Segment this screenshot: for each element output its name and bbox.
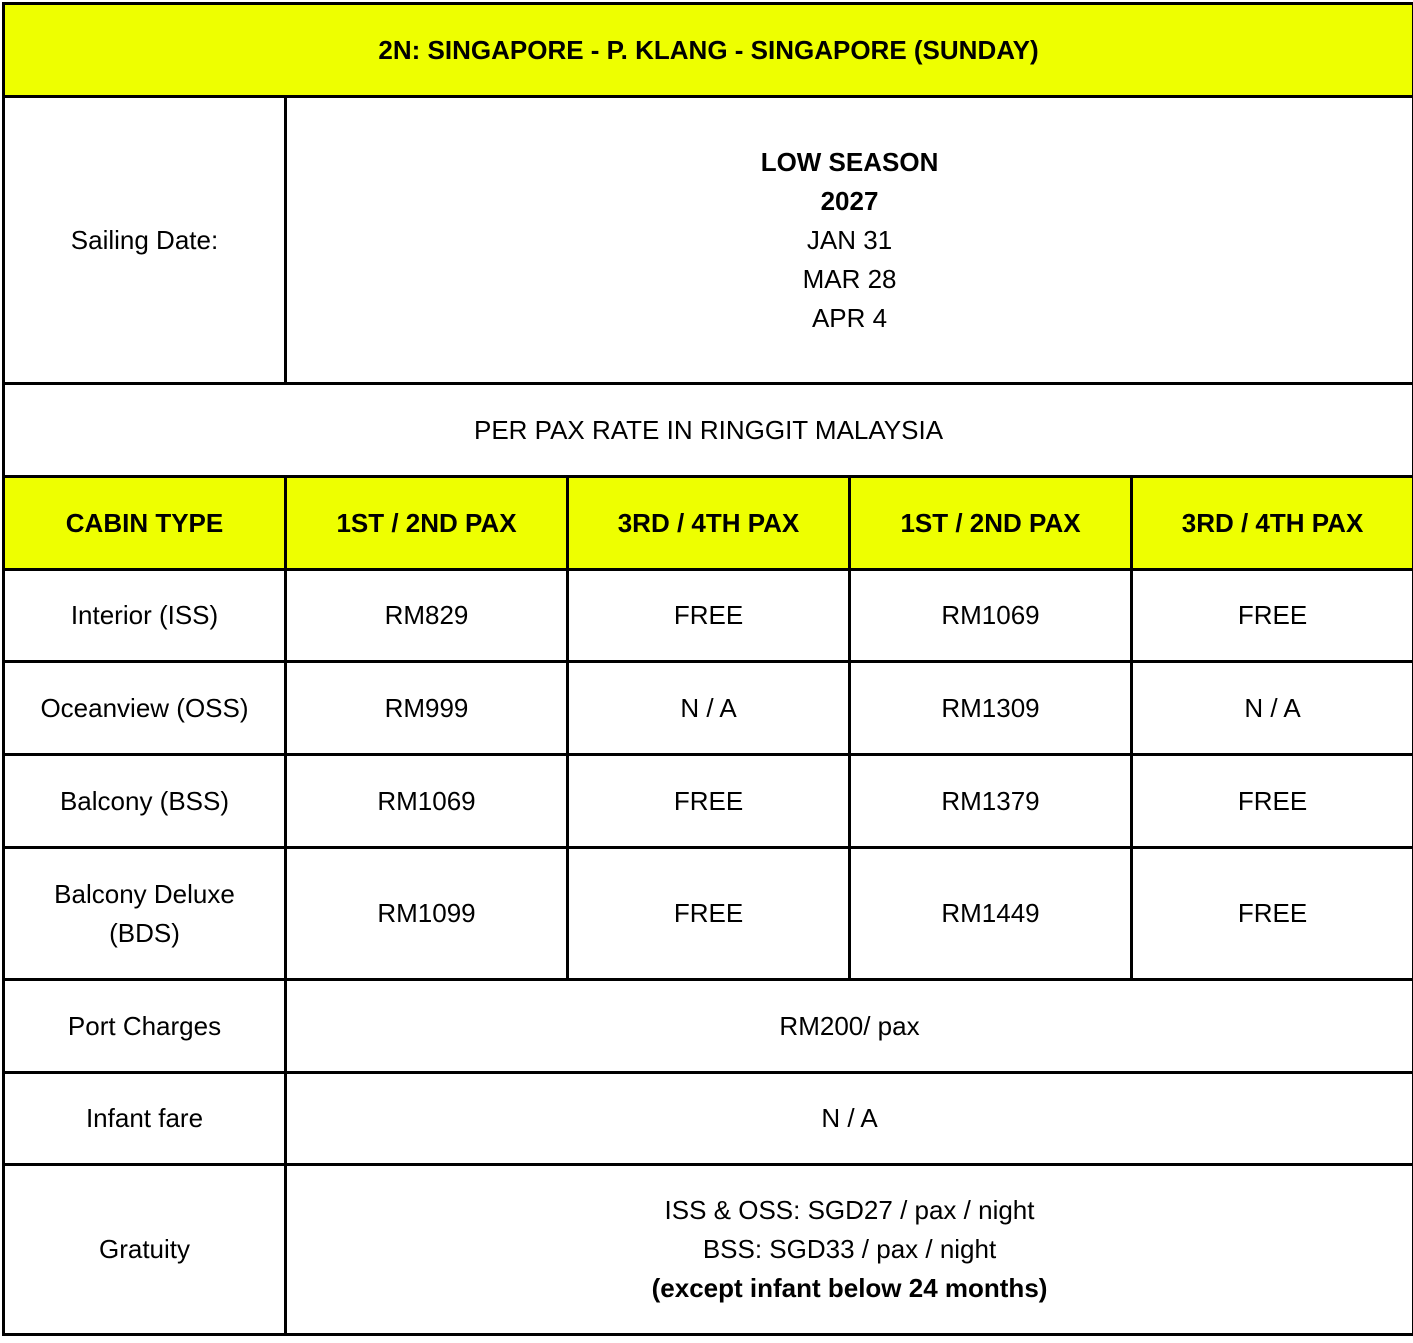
gratuity-cell [286, 1165, 1413, 1335]
sailing-date: JAN 31 [806, 224, 893, 255]
cabin-name-line: Balcony Deluxe [54, 878, 235, 909]
rate-cell: N / A [568, 662, 850, 755]
cabin-name [4, 848, 286, 980]
header-pax-1-2: 1ST / 2ND PAX [850, 477, 1132, 570]
rate-cell: FREE [1132, 755, 1413, 848]
rate-cell: FREE [568, 755, 850, 848]
season-label: LOW SEASON [760, 146, 939, 177]
gratuity-label: Gratuity [4, 1165, 286, 1335]
table-row [4, 570, 1413, 662]
infant-fare-label: Infant fare [4, 1073, 286, 1165]
gratuity-line: BSS: SGD33 / pax / night [702, 1234, 997, 1264]
header-pax-1-2: 1ST / 2ND PAX [286, 477, 568, 570]
port-charges-row [4, 980, 1413, 1073]
rate-cell: FREE [568, 848, 850, 980]
rate-note-row [4, 384, 1413, 477]
sailing-date-label: Sailing Date: [4, 97, 286, 384]
rate-note: PER PAX RATE IN RINGGIT MALAYSIA [4, 384, 1413, 477]
rate-cell: RM829 [286, 570, 568, 662]
rate-cell: FREE [568, 570, 850, 662]
sailing-date-row [4, 97, 1413, 384]
gratuity-row [4, 1165, 1413, 1335]
table-row [4, 755, 1413, 848]
header-pax-3-4: 3RD / 4TH PAX [568, 477, 850, 570]
gratuity-note: (except infant below 24 months) [651, 1273, 1048, 1303]
cabin-name: Balcony (BSS) [4, 755, 286, 848]
table-row [4, 848, 1413, 980]
cabin-name-line: (BDS) [109, 917, 180, 948]
cabin-name: Interior (ISS) [4, 570, 286, 662]
rate-cell: RM1309 [850, 662, 1132, 755]
season-year: 2027 [820, 185, 879, 216]
cabin-name: Oceanview (OSS) [4, 662, 286, 755]
rate-cell: FREE [1132, 570, 1413, 662]
table-row [4, 662, 1413, 755]
rate-cell: FREE [1132, 848, 1413, 980]
rate-cell: N / A [1132, 662, 1413, 755]
infant-fare-value: N / A [286, 1073, 1413, 1165]
rate-cell: RM1379 [850, 755, 1132, 848]
itinerary-title: 2N: SINGAPORE - P. KLANG - SINGAPORE (SUNDAY) [4, 4, 1413, 97]
rate-cell: RM999 [286, 662, 568, 755]
header-row [4, 477, 1413, 570]
infant-fare-row [4, 1073, 1413, 1165]
title-row [4, 4, 1413, 97]
port-charges-value: RM200/ pax [286, 980, 1413, 1073]
sailing-date: MAR 28 [802, 263, 897, 294]
header-cabin-type: CABIN TYPE [4, 477, 286, 570]
rate-cell: RM1069 [850, 570, 1132, 662]
header-pax-3-4: 3RD / 4TH PAX [1132, 477, 1413, 570]
rate-cell: RM1099 [286, 848, 568, 980]
sailing-date: APR 4 [811, 302, 888, 333]
rate-cell: RM1069 [286, 755, 568, 848]
rate-cell: RM1449 [850, 848, 1132, 980]
port-charges-label: Port Charges [4, 980, 286, 1073]
sailing-date-cell [286, 97, 1413, 384]
gratuity-line: ISS & OSS: SGD27 / pax / night [664, 1195, 1035, 1225]
cruise-rate-table [2, 2, 1413, 1336]
